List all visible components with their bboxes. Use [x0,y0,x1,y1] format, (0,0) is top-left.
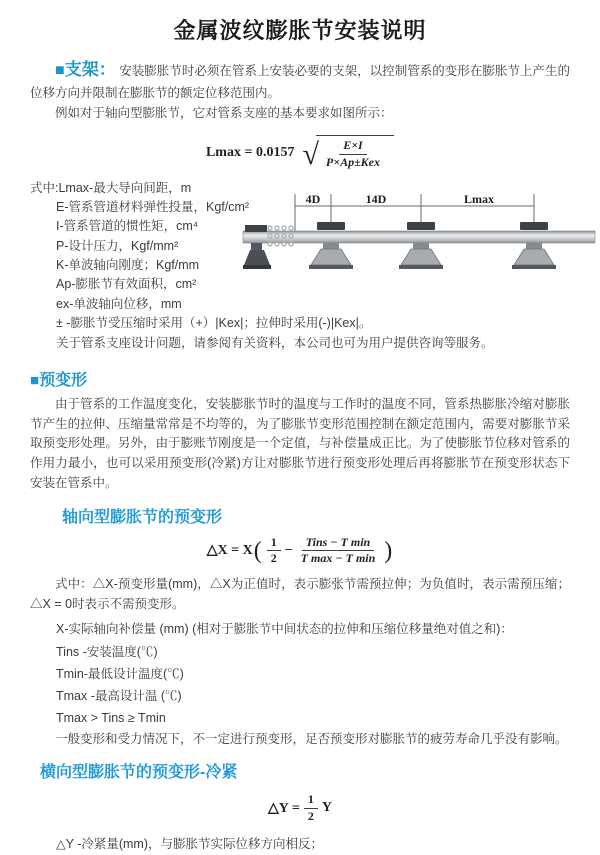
dimension-label-4d: 4D [305,192,321,206]
dimension-label-lmax: Lmax [464,192,494,206]
definition-line: Ap-膨胀节有效面积，cm² [56,277,197,292]
lmax-formula-denominator: P×Ap±Kex [325,154,381,169]
predeform-section-heading [30,367,570,390]
definition-line: Tmax > Tins ≥ Tmin [56,711,166,726]
lateral-definition [30,833,570,855]
lateral-formula-lhs: △Y = [268,800,300,816]
axial-formula-lhs: △X = X [206,543,253,559]
one-half-fraction [267,535,281,567]
definition-line: △Y -冷紧量(mm)，与膨胀节实际位移方向相反； [56,836,324,851]
definition-line: E-管系管道材料弹性投量，Kgf/cm² [56,199,250,214]
support-paragraph [30,57,570,104]
support-example-paragraph: 例如对于轴向型膨胀节，它对管系支座的基本要求如图所示： [55,105,393,120]
one-half-fraction [304,792,318,824]
fraction-denominator: 2 [270,551,277,566]
definition-line: I-管系管道的惯性矩，cm⁴ [56,219,199,234]
definition-line: 式中:Lmax-最大导向间距，m [30,180,192,195]
definition-line: K-单波轴向刚度；Kgf/mm [56,258,200,273]
pipe [243,231,595,243]
guide-support [309,222,353,269]
lmax-formula-numerator: E×I [339,138,367,155]
axial-formula [30,535,570,567]
fixed-anchor-support [243,225,271,269]
lateral-formula [30,792,570,824]
fraction-denominator: 2 [307,808,314,823]
definition-line: ± -膨胀节受压缩时采用（+）|Kex|；拉伸时采用(-)|Kex|。 [56,316,372,331]
definition-line: 关于管系支座设计问题，请参阅有关资料，本公司也可为用户提供咨询等服务。 [56,335,494,350]
lmax-formula-radicand [316,135,394,170]
page-title: 金属波纹膨胀节安装说明 [173,18,427,43]
support-heading [55,60,116,79]
definition-line: Tmin-最低设计温度(℃) [56,666,184,681]
definition-line: P-设计压力，Kgf/mm² [56,238,179,253]
open-paren: ( [253,537,262,564]
definition-line: X-实际轴向补偿量 (mm) (相对于膨胀节中间状态的拉伸和压缩位移量绝对值之和)： [56,622,513,637]
fraction-numerator: 1 [304,792,318,809]
close-paren: ) [384,537,393,564]
predeform-heading-label: 预变形 [39,371,88,389]
radical-sign: √ [302,138,319,172]
definition-line: ex-单波轴向位移，mm [56,296,182,311]
fraction-denominator: T max − T min [300,551,376,566]
minus-sign: − [284,542,293,558]
axial-note-paragraph: 一般变形和受力情况下，不一定进行预变形，足否预变形对膨胀节的疲劳寿命几乎没有影响。 [55,731,568,746]
fraction-numerator: Tins − T min [302,535,375,552]
lateral-predeform-heading: 横向型膨胀节的预变形-冷紧 [40,764,238,782]
guide-support [512,222,556,269]
support-heading-label: 支架： [64,60,116,79]
lmax-formula [30,135,570,170]
definition-line: Tins -安装温度(℃) [56,644,158,659]
fraction-numerator: 1 [267,535,281,552]
axial-predeform-heading: 轴向型膨胀节的预变形 [62,508,223,526]
lateral-formula-rhs: Y [321,800,332,816]
support-intro-text: 安装膨胀节时必须在管系上安装必要的支架，以控制管系的变形在膨胀节上产生的位移方向并限制在膨胀节的额定位移范围内。 [30,64,570,100]
dimension-label-14d: 14D [365,192,387,206]
pipe-support-diagram [243,191,595,285]
blue-square-icon: ■ [30,371,40,389]
lmax-formula-lhs: Lmax = 0.0157 [205,144,295,160]
definition-line: Tmax -最高设计温 (℃) [56,689,182,704]
axial-explain-paragraph: 式中：△X-预变形量(mm)，△X为正值时，表示膨张节需预拉伸；为负值时，表示需预压缩；△X = 0时表示不需预变形。 [30,576,570,611]
axial-definitions-list [30,618,570,729]
blue-square-icon: ■ [55,62,65,79]
guide-support [399,222,443,269]
temperature-fraction [297,535,380,567]
predeform-paragraph: 由于管系的工作温度变化，安装膨胀节时的温度与工作时的温度不同，管系热膨胀冷缩对膨胀节产生的拉伸、压缩量常常是不均等的，为了膨胀节变形范围控制在额定范围内，需要对膨胀节采取预变形处理。另外，由于膨账节刚度是一个定值，与补偿量成正比。为了使膨胀节位移对管系的作用力最小，也可以采用预变形(冷紧)方让对膨胀节进行预变形处理后再将膨胀节在预变形状态下安装在管系中。 [30,396,570,490]
